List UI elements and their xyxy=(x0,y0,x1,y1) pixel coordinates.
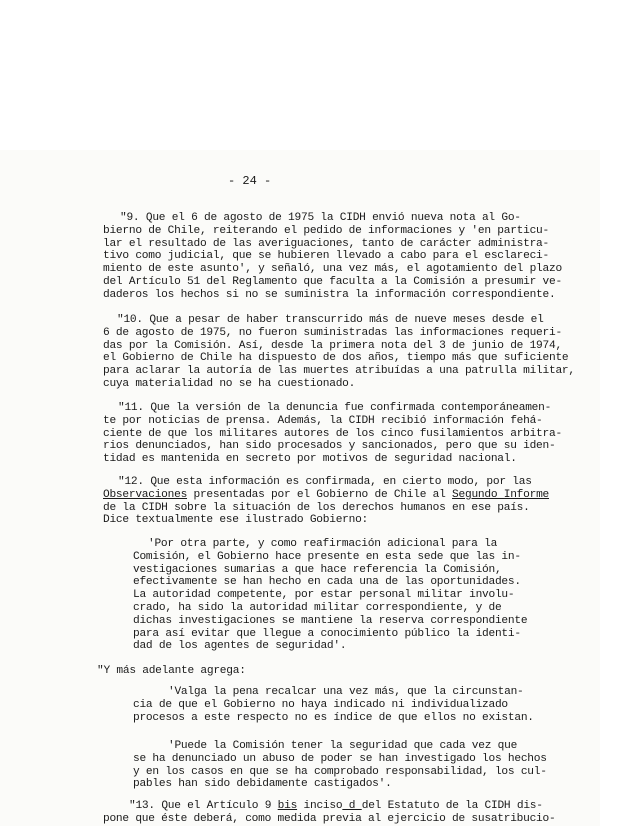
paragraph-line: dichas investigaciones se mantiene la reserva correspondiente xyxy=(133,614,528,627)
paragraph-line: pone que éste deberá, como medida previa al ejercicio de susatribucio- xyxy=(103,812,556,825)
paragraph-line: para aclarar la autoría de las muertes atribuídas a una patrulla militar, xyxy=(103,365,575,378)
paragraph-line: vestigaciones sumarias a que hace referencia la Comisión, xyxy=(133,563,502,576)
paragraph-line: Comisión, el Gobierno hace presente en esta sede que las in- xyxy=(133,550,521,563)
paragraph-line: cuya materialidad no se ha cuestionado. xyxy=(103,378,356,390)
paragraph-line: del Artículo 51 del Reglamento que faculta a la Comisión a presumir ve- xyxy=(103,276,562,288)
paragraph-line: lar el resultado de las averiguaciones, tanto de carácter administra- xyxy=(103,237,549,250)
paragraph-line: ciente de que los militares autores de los cinco fusilamientos arbitra- xyxy=(103,427,562,440)
paragraph-line: y en los casos en que se ha comprobado responsabilidad, los cul- xyxy=(133,765,547,778)
paragraph-line: tivo como judicial, que se hubieren llevado a cabo para el esclareci- xyxy=(103,250,549,263)
paragraph-line: "11. Que la versión de la denuncia fue confirmada contemporáneamen- xyxy=(118,402,552,414)
paragraph-line: pables han sido debidamente castigados'. xyxy=(133,778,392,791)
paragraph-line: el Gobierno de Chile ha dispuesto de dos años, tiempo más que suficiente xyxy=(103,352,569,365)
paragraph-line: La autoridad competente, por estar personal militar involu- xyxy=(133,589,515,602)
page-number: - 24 - xyxy=(228,174,272,188)
paragraph-line: tidad es mantenida en secreto por motivos de seguridad nacional. xyxy=(103,453,517,466)
paragraph-line: cia de que el Gobierno no haya indicado ni individualizado xyxy=(133,698,508,711)
paragraph-line: se ha denunciado un abuso de poder se han investigado los hechos xyxy=(133,752,547,765)
paragraph-line: miento de este asunto', y señaló, una vez más, el agotamiento del plazo xyxy=(103,263,562,276)
paragraph-line: 'Valga la pena recalcar una vez más, que la circunstan- xyxy=(168,686,524,698)
paragraph-line: "9. Que el 6 de agosto de 1975 la CIDH envió nueva nota al Go- xyxy=(120,212,521,224)
paragraph-line: 'Por otra parte, y como reafirmación adicional para la xyxy=(148,538,498,550)
paragraph-line: daderos los hechos si no se suministra la información correspondiente. xyxy=(103,288,556,301)
paragraph-line: de la CIDH sobre la situación de los derechos humanos en ese país. xyxy=(103,501,530,514)
paragraph-line: "Y más adelante agrega: xyxy=(97,665,246,677)
paragraph-line: "12. Que esta información es confirmada, en cierto modo, por las xyxy=(118,476,532,488)
paragraph-line: 6 de agosto de 1975, no fueron suministradas las informaciones requeri- xyxy=(103,326,562,339)
paragraph-line: das por la Comisión. Así, desde la primera nota del 3 de junio de 1974, xyxy=(103,339,562,352)
paragraph-line: te por noticias de prensa. Además, la CIDH recibió información fehá- xyxy=(103,414,543,427)
paragraph-line: efectivamente se han hecho en cada una de las oportunidades. xyxy=(133,576,521,589)
paragraph-line: Observaciones presentadas por el Gobierno de Chile al Segundo Informe xyxy=(103,488,550,501)
paragraph-line: rios denunciados, han sido procesados y sancionados, pero que su iden- xyxy=(103,440,556,453)
paragraph-line: Dice textualmente ese ilustrado Gobierno: xyxy=(103,514,369,527)
paragraph-line: crado, ha sido la autoridad militar correspondiente, y de xyxy=(133,602,502,614)
paragraph-line: dad de los agentes de seguridad'. xyxy=(133,640,347,653)
paragraph-line: procesos a este respecto no es índice de que ellos no existan. xyxy=(133,711,534,724)
paragraph-line: "13. Que el Artículo 9 bis inciso d del Estatuto de la CIDH dis- xyxy=(129,800,543,812)
paragraph-line: para así evitar que llegue a conocimiento público la identi- xyxy=(133,627,521,640)
paragraph-line: 'Puede la Comisión tener la seguridad que cada vez que xyxy=(168,740,518,752)
paragraph-line: bierno de Chile, reiterando el pedido de informaciones y 'en particu- xyxy=(103,224,549,237)
paragraph-line: "10. Que a pesar de haber transcurrido más de nueve meses desde el xyxy=(117,314,544,326)
